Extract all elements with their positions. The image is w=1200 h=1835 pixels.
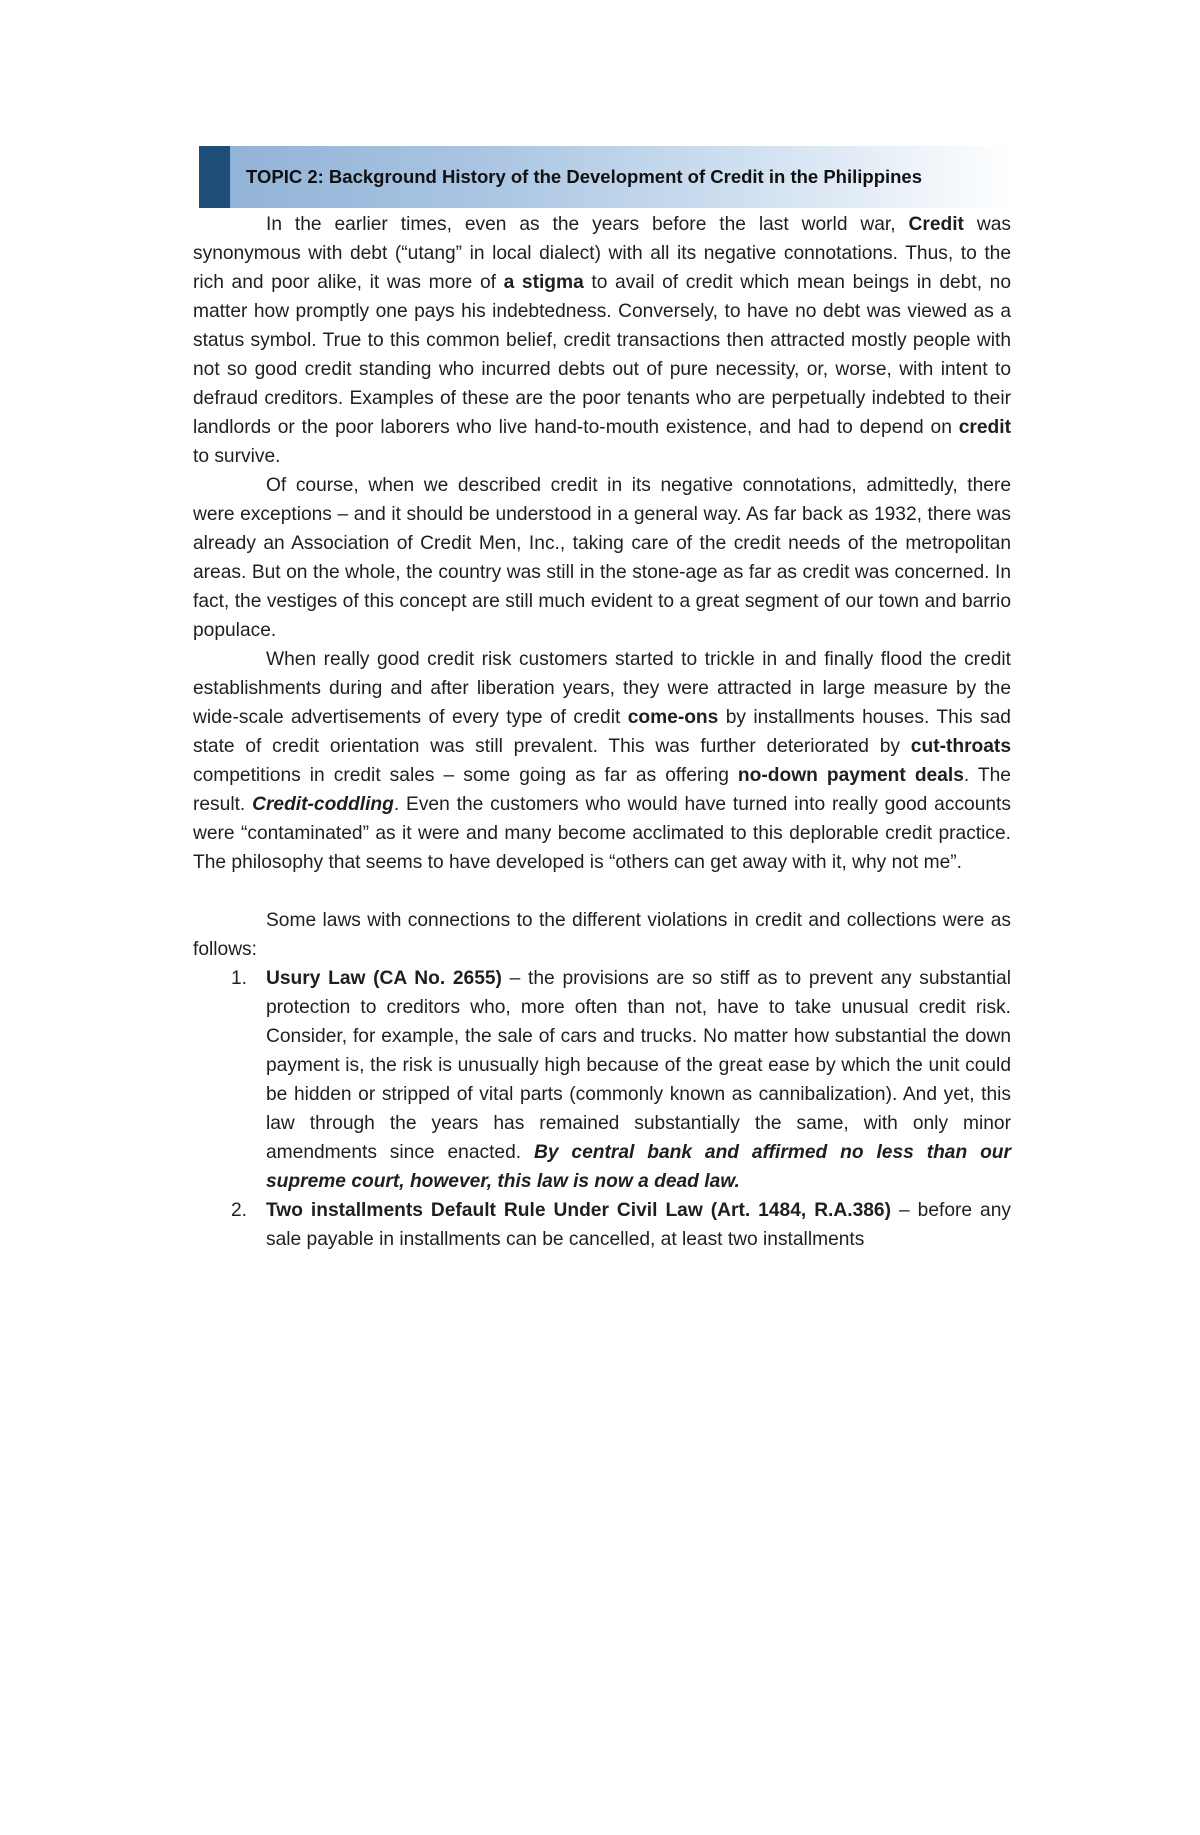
bold-text: Two installments Default Rule Under Civil Law (Art. 1484, R.A.386) [266, 1200, 891, 1221]
law-item [193, 964, 1011, 1196]
law-number: 2. [231, 1200, 248, 1221]
text-run: When really good credit risk customers started to trickle in and finally flood the credit establishments during and after liberation years, they were attracted in large measure by the wide-scale advertisements of every type of credit [193, 649, 1011, 728]
text-run: . The result. [193, 765, 1011, 815]
text-run: In the earlier times, even as the years before the last world war, [266, 214, 909, 235]
laws-intro [193, 906, 1011, 964]
bold-italic-text: By central bank and affirmed no less than our supreme court, however, this law is now a dead law. [266, 1142, 1011, 1192]
text-run: Of course, when we described credit in its negative connotations, admittedly, there were exceptions – and it should be understood in a general way. As far back as 1932, there was already an Association of Credit Men, Inc., taking care of the credit needs of the metropolitan areas. But on the whole, the country was still in the stone-age as far as credit was concerned. In fact, the vestiges of this concept are still much evident to a great segment of our town and barrio populace. [193, 475, 1011, 641]
bold-text: come-ons [627, 707, 719, 728]
topic-title: TOPIC 2: Background History of the Development of Credit in the Philippines [246, 166, 923, 187]
law-text [266, 1200, 1011, 1250]
text-run: by installments houses. This sad state of credit orientation was still prevalent. This was further deteriorated by [193, 707, 1011, 757]
bold-text: credit [958, 417, 1011, 438]
law-item [193, 1196, 1011, 1254]
text-run: – the provisions are so stiff as to prevent any substantial protection to creditors who, more often than not, have to take unusual credit risk. Consider, for example, the sale of cars and trucks. No matter how substantial the down payment is, the risk is unusually high because of the great ease by which the unit could be hidden or stripped of vital parts (commonly known as cannibalization). And yet, this law through the years has remained substantially the same, with only minor amendments since enacted. [266, 968, 1011, 1163]
bold-italic-text: Credit-coddling [252, 794, 394, 815]
text-run: competitions in credit sales – some going as far as offering [193, 765, 738, 786]
text-run: – before any sale payable in installments can be cancelled, at least two installments [266, 1200, 1011, 1250]
bold-text: Usury Law (CA No. 2655) [266, 968, 502, 989]
bold-text: a stigma [503, 272, 584, 293]
text-run: to avail of credit which mean beings in debt, no matter how promptly one pays his indebtedness. Conversely, to have no debt was viewed as a status symbol. True to this common belief, credit transactions then attracted mostly people with not so good credit standing who incurred debts out of pure necessity, or, worse, with intent to defraud creditors. Examples of these are the poor tenants who are perpetually indebted to their landlords or the poor laborers who live hand-to-mouth existence, and had to depend on [193, 272, 1011, 438]
law-number: 1. [231, 968, 248, 989]
bold-text: no-down payment deals [737, 765, 964, 786]
laws-list [193, 964, 1011, 1254]
text-run: Some laws with connections to the different violations in credit and collections were as follows: [193, 910, 1011, 960]
paragraph [193, 471, 1011, 645]
paragraph [193, 210, 1011, 471]
text-run: to survive. [193, 446, 281, 467]
paragraph [193, 645, 1011, 877]
topic-banner [199, 146, 1013, 208]
law-text [266, 968, 1011, 1192]
topic-accent-bar [199, 146, 230, 208]
document-page [193, 146, 1013, 1254]
text-run: . Even the customers who would have turned into really good accounts were “contaminated” as it were and many become acclimated to this deplorable credit practice. The philosophy that seems to have developed is “others can get away with it, why not me”. [193, 794, 1011, 873]
text-run: was synonymous with debt (“utang” in local dialect) with all its negative connotations. Thus, to the rich and poor alike, it was more of [193, 214, 1011, 293]
bold-text: cut-throats [910, 736, 1011, 757]
document-body [193, 210, 1011, 1254]
paragraph-spacer [193, 877, 1011, 906]
bold-text: Credit [908, 214, 964, 235]
